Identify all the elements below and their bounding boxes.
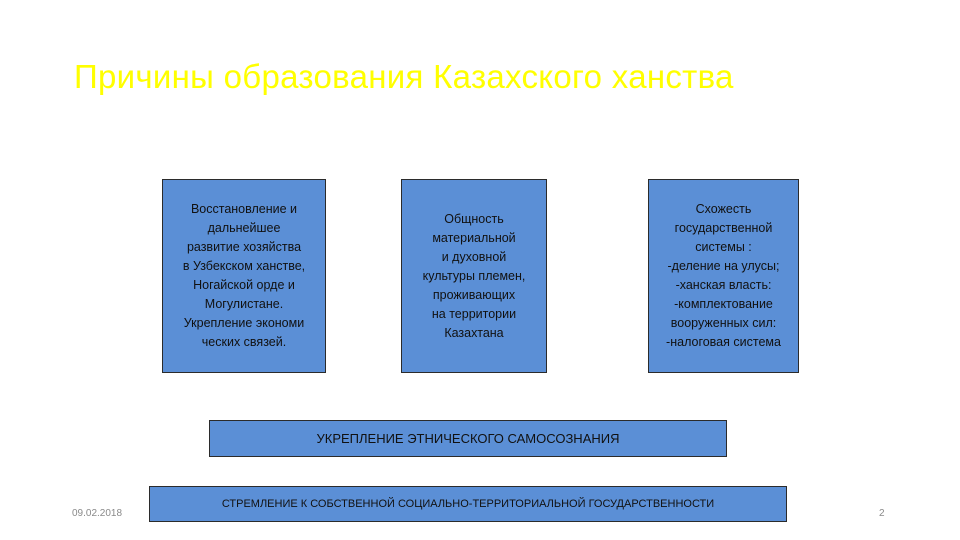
slide-number: 2 bbox=[879, 508, 885, 519]
cause-box-text bbox=[423, 210, 526, 343]
statehood-bar: СТРЕМЛЕНИЕ К СОБСТВЕННОЙ СОЦИАЛЬНО-ТЕРРИТОРИАЛЬНОЙ ГОСУДАРСТВЕННОСТИ bbox=[149, 486, 787, 522]
box-line: -комплектование bbox=[674, 297, 773, 311]
box-line: -деление на улусы; bbox=[667, 259, 780, 273]
box-line: в Узбекском ханстве, bbox=[182, 259, 306, 273]
box-line: Восстановление и bbox=[190, 202, 298, 216]
box-line: Схожесть bbox=[695, 202, 752, 216]
cause-box-text bbox=[666, 200, 781, 352]
slide-title: Причины образования Казахского ханства bbox=[74, 58, 734, 95]
box-line: государственной bbox=[674, 221, 773, 235]
cause-box-culture bbox=[401, 179, 547, 373]
box-line: Могулистане. bbox=[204, 297, 284, 311]
box-line: проживающих bbox=[432, 287, 516, 302]
cause-box-economy bbox=[162, 179, 326, 373]
box-line: и духовной bbox=[441, 249, 507, 264]
box-line: системы : bbox=[695, 240, 752, 254]
box-line: Общность bbox=[444, 211, 504, 226]
box-line: -налоговая система bbox=[666, 335, 781, 349]
cause-box-text bbox=[183, 200, 305, 352]
box-line: развитие хозяйства bbox=[186, 240, 302, 254]
box-line: Ногайской орде и bbox=[193, 278, 295, 292]
box-line: ческих связей. bbox=[201, 335, 287, 349]
cause-box-state-system bbox=[648, 179, 799, 373]
ethnic-consciousness-bar: УКРЕПЛЕНИЕ ЭТНИЧЕСКОГО САМОСОЗНАНИЯ bbox=[209, 420, 727, 457]
box-line: культуры племен, bbox=[422, 268, 526, 283]
slide-date: 09.02.2018 bbox=[72, 508, 123, 519]
box-line: -ханская власть: bbox=[675, 278, 772, 292]
box-line: материальной bbox=[432, 230, 516, 245]
box-line: на территории bbox=[431, 306, 517, 321]
box-line: Укрепление экономи bbox=[183, 316, 305, 330]
box-line: Казахтана bbox=[444, 325, 504, 340]
box-line: дальнейшее bbox=[207, 221, 281, 235]
box-line: вооруженных сил: bbox=[670, 316, 777, 330]
